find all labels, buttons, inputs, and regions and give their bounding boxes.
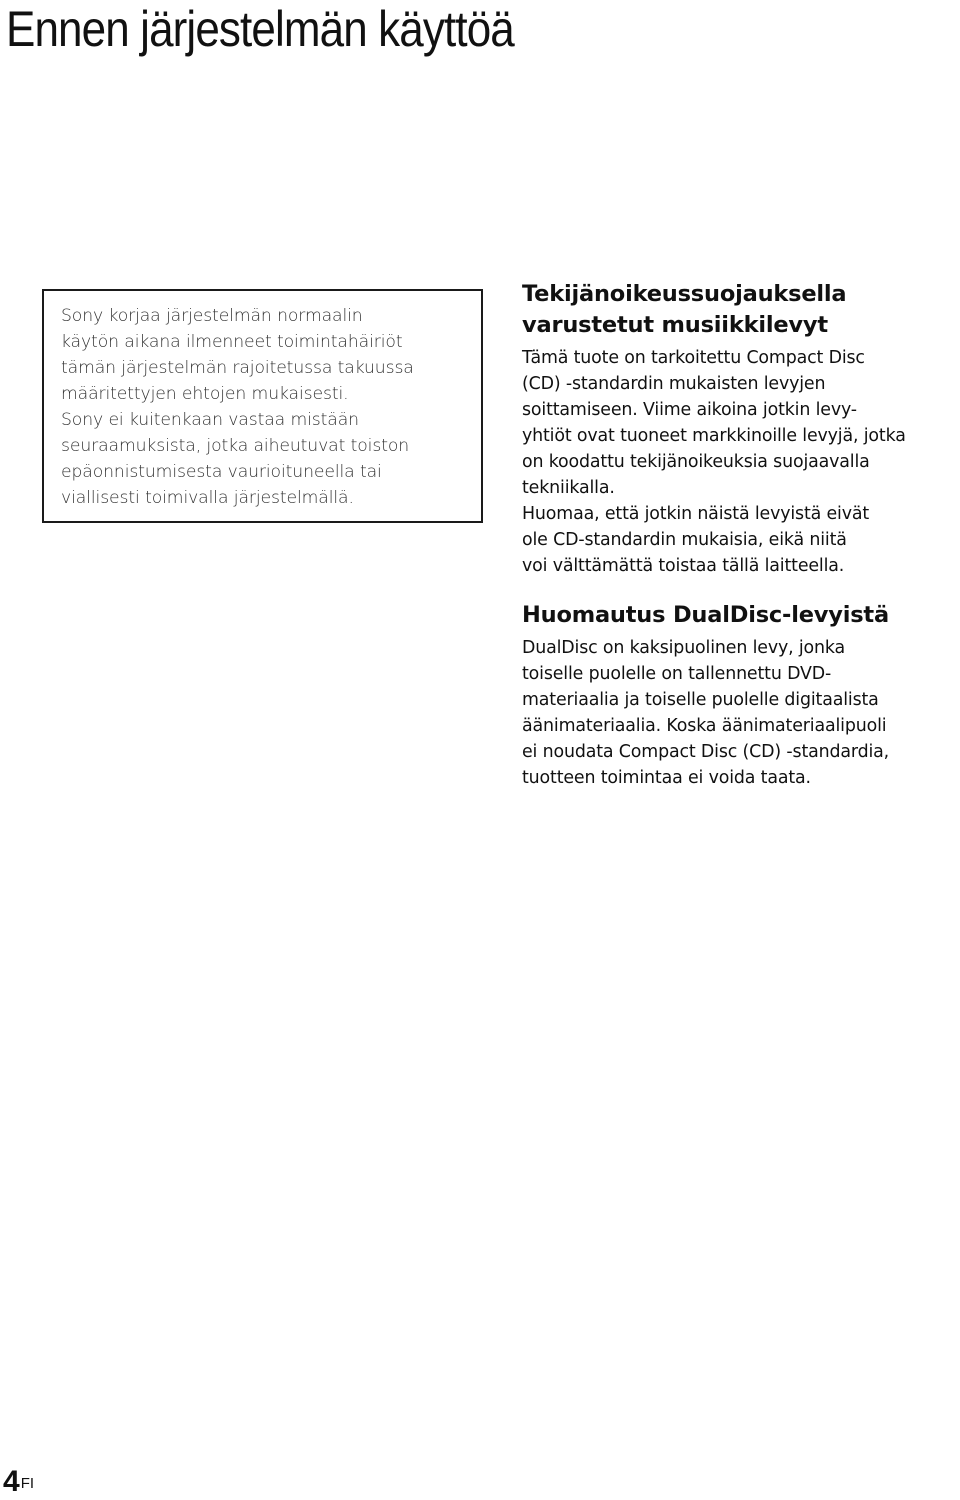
body-line: toiselle puolelle on tallennettu DVD- [522, 664, 832, 684]
body-line: Tämä tuote on tarkoitettu Compact Disc [522, 348, 865, 368]
body-line: ole CD-standardin mukaisia, eikä niitä [522, 530, 847, 550]
section-heading [522, 600, 958, 631]
body-line: äänimateriaalia. Koska äänimateriaalipuoli [522, 716, 887, 736]
notice-line: tämän järjestelmän rajoitetussa takuussa [61, 358, 414, 378]
body-line: soittamiseen. Viime aikoina jotkin levy- [522, 400, 857, 420]
body-line: yhtiöt ovat tuoneet markkinoille levyjä, jotka [522, 426, 906, 446]
section-heading [522, 279, 958, 341]
section-body [522, 345, 958, 579]
page-title: Ennen järjestelmän käyttöä [6, 1, 514, 57]
notice-line: seuraamuksista, jotka aiheutuvat toiston [61, 436, 410, 456]
body-line: materiaalia ja toiselle puolelle digitaalista [522, 690, 879, 710]
notice-line: käytön aikana ilmenneet toimintahäiriöt [61, 332, 403, 352]
notice-line: epäonnistumisesta vaurioituneella tai [61, 462, 382, 482]
heading-line: varustetut musiikkilevyt [522, 312, 828, 338]
section-body [522, 635, 958, 791]
body-line: on koodattu tekijänoikeuksia suojaavalla [522, 452, 870, 472]
heading-line: Tekijänoikeussuojauksella [522, 281, 847, 307]
body-line: (CD) -standardin mukaisten levyjen [522, 374, 826, 394]
body-line: voi välttämättä toistaa tällä laitteella. [522, 556, 845, 576]
notice-line: viallisesti toimivalla järjestelmällä. [61, 488, 354, 508]
body-line: ei noudata Compact Disc (CD) -standardia, [522, 742, 890, 762]
heading-line: Huomautus DualDisc-levyistä [522, 602, 889, 628]
body-line: tuotteen toimintaa ei voida taata. [522, 768, 811, 788]
copyright-protected-discs-section [522, 279, 958, 579]
notice-line: Sony ei kuitenkaan vastaa mistään [61, 410, 359, 430]
page-number-value: 4 [3, 1465, 20, 1498]
page-locale-code: FI [20, 1475, 35, 1492]
body-line: DualDisc on kaksipuolinen levy, jonka [522, 638, 846, 658]
notice-box [42, 289, 483, 523]
notice-text [61, 303, 471, 511]
body-line: tekniikalla. [522, 478, 615, 498]
notice-line: Sony korjaa järjestelmän normaalin [61, 306, 363, 326]
notice-line: määritettyjen ehtojen mukaisesti. [61, 384, 349, 404]
page-number [3, 1465, 34, 1499]
dualdisc-notice-section [522, 600, 958, 791]
body-line: Huomaa, että jotkin näistä levyistä eivät [522, 504, 870, 524]
